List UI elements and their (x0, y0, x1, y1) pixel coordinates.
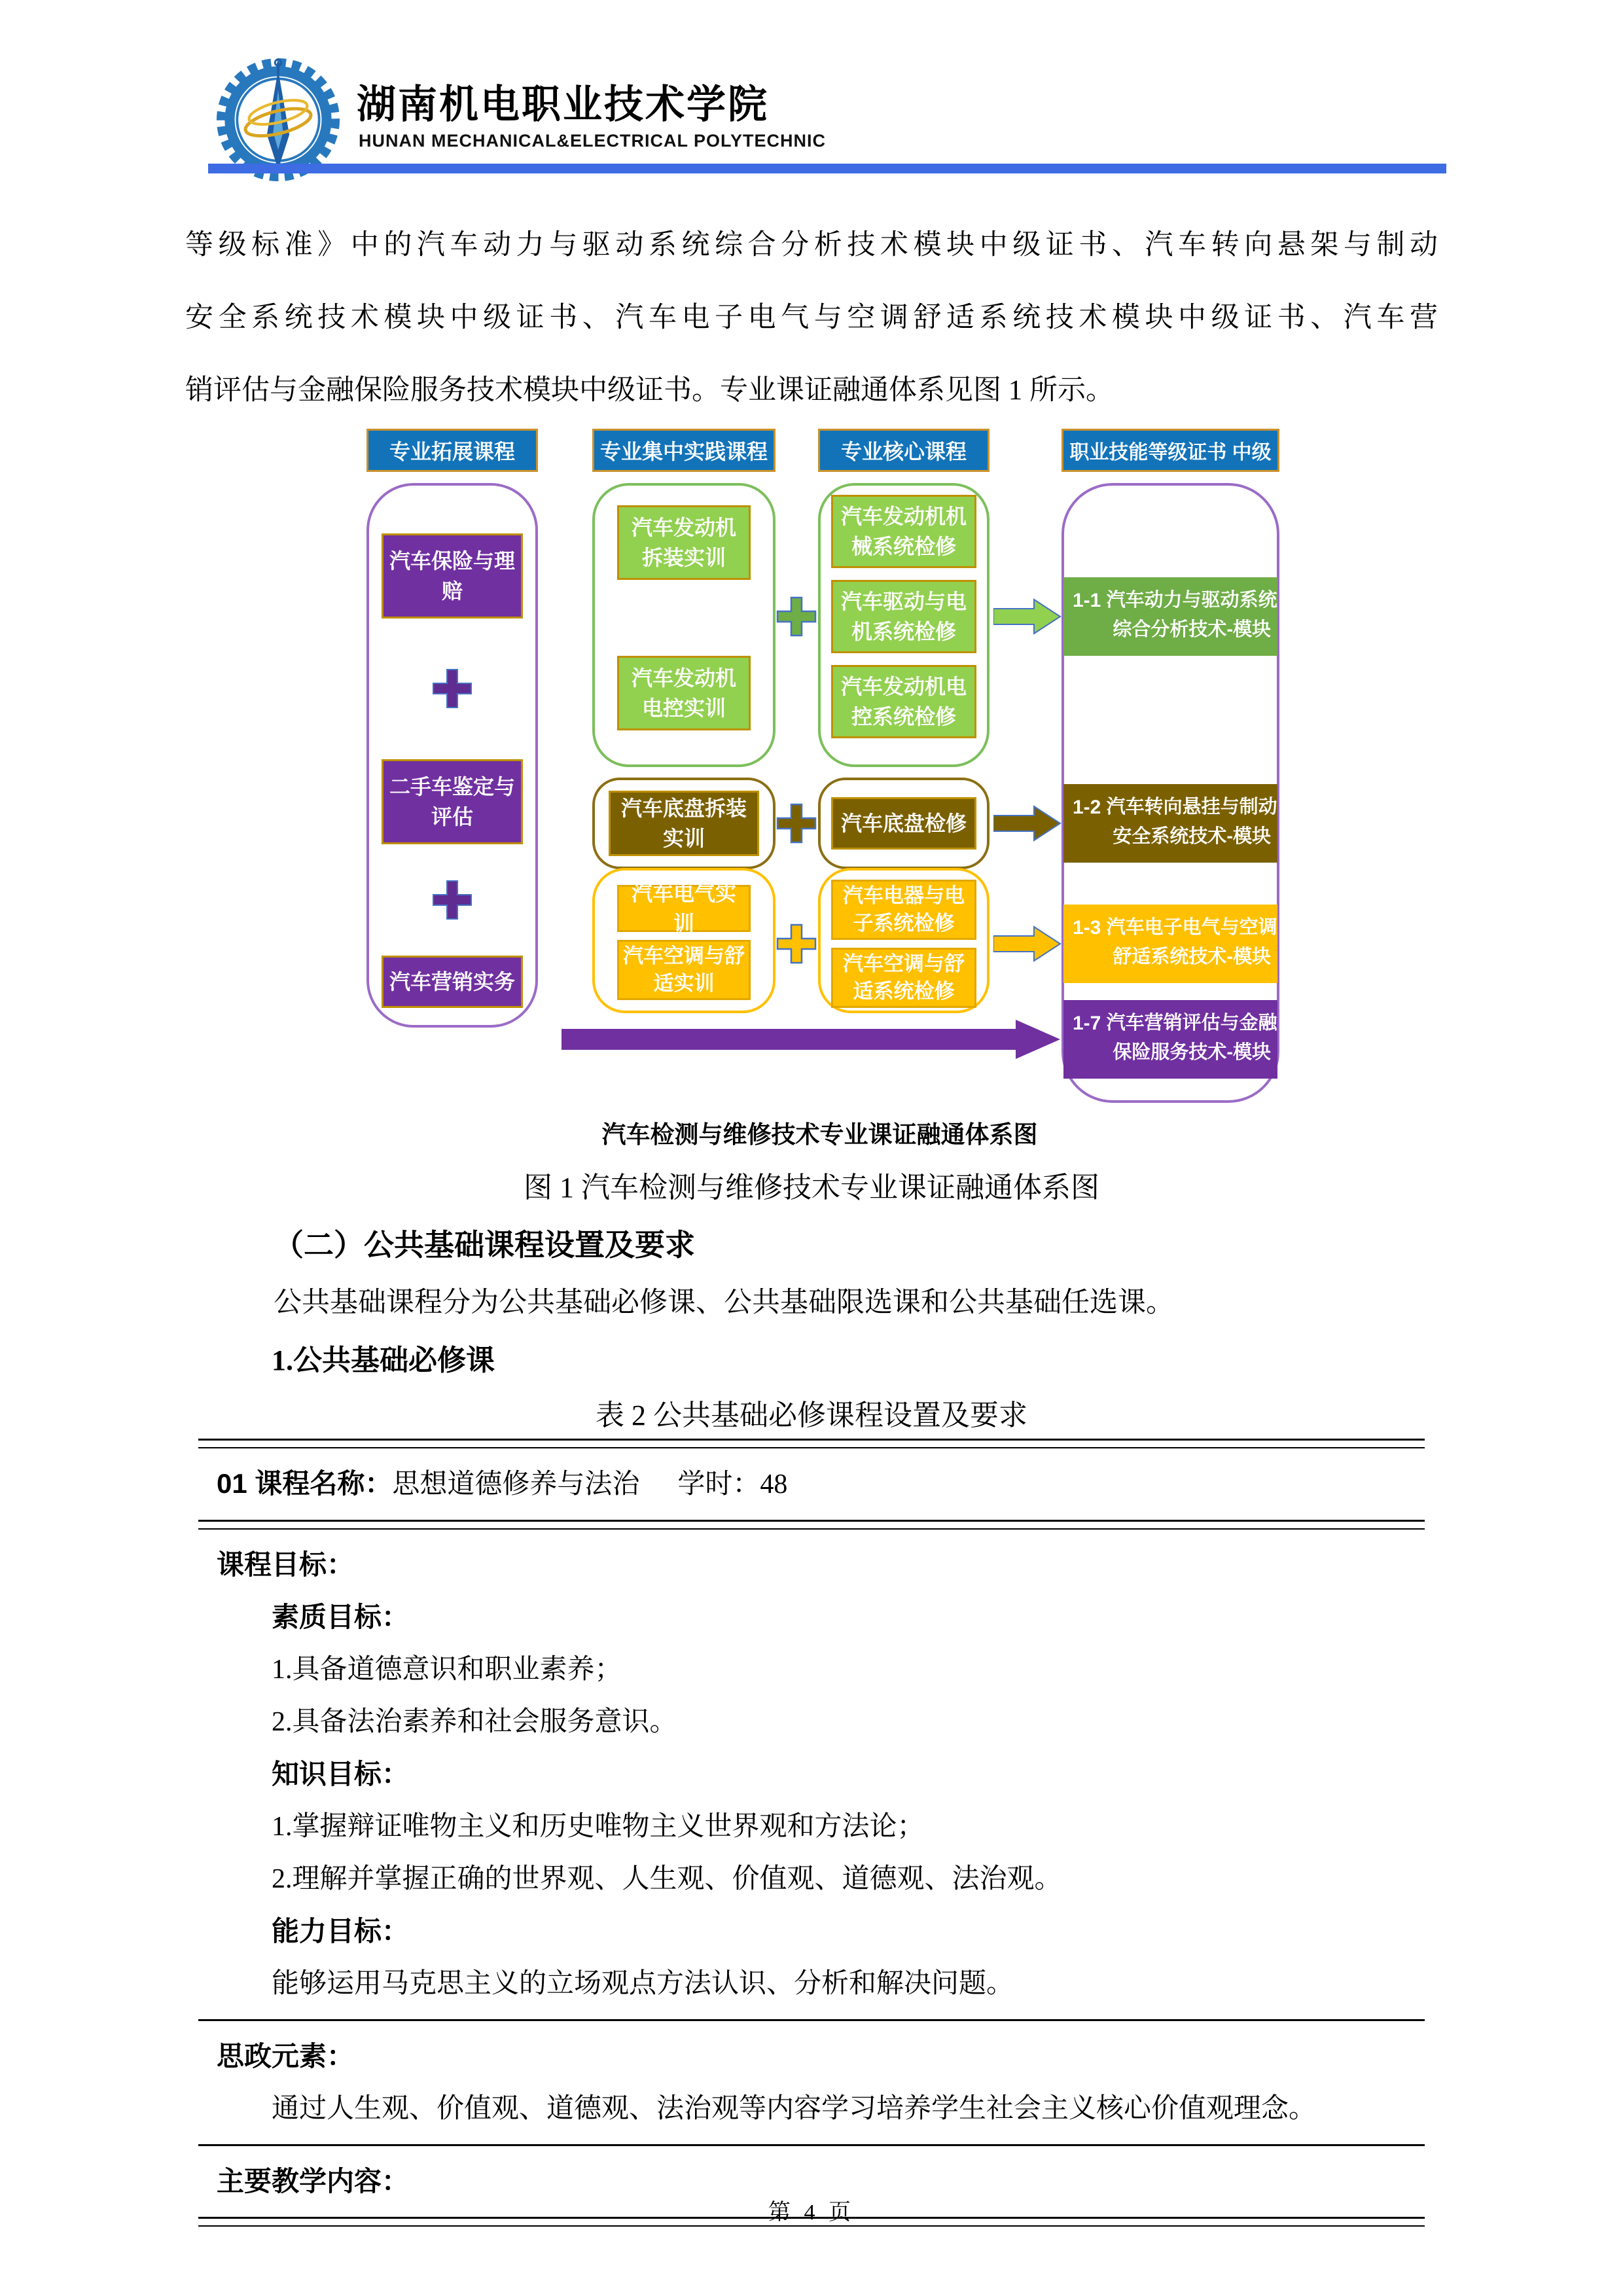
intro-line-2: 安全系统技术模块中级证书、汽车电子电气与空调舒适系统技术模块中级证书、汽车营 (185, 302, 1438, 333)
plus-icon (774, 921, 819, 967)
diagram-header-practice-courses: 专业集中实践课程 (592, 429, 776, 472)
table-top-rule (198, 1439, 1425, 1448)
course-box-electric-electronic-repair: 汽车电器与电子系统检修 (831, 880, 976, 940)
hours-value: 48 (760, 1469, 788, 1499)
arrow-right-icon (993, 923, 1061, 965)
course-box-auto-electric-training: 汽车电气实训 (617, 885, 751, 932)
quality-goal-label: 素质目标： (272, 1602, 410, 1632)
figure-1-caption: 图 1 汽车检测与维修技术专业课证融通体系图 (524, 1172, 1099, 1204)
cert-box-1-1 (1063, 577, 1277, 656)
course-box-chassis-disassembly-training: 汽车底盘拆装实训 (609, 791, 759, 856)
cert-number: 1-7 (1073, 1013, 1101, 1034)
cert-label: 汽车转向悬挂与制动安全系统技术-模块 (1106, 797, 1277, 847)
objectives-label: 课程目标： (217, 1549, 355, 1580)
section-intro-text: 公共基础课程分为公共基础必修课、公共基础限选课和公共基础任选课。 (274, 1287, 1174, 1318)
course-box-engine-disassembly-training: 汽车发动机拆装实训 (617, 505, 751, 580)
course-box-auto-marketing: 汽车营销实务 (382, 956, 523, 1008)
cert-box-1-2 (1063, 784, 1277, 863)
cert-number: 1-3 (1073, 917, 1101, 939)
course-box-ac-comfort-training: 汽车空调与舒适实训 (617, 940, 751, 1000)
table-rule (198, 2144, 1425, 2146)
course-box-drive-motor-repair: 汽车驱动与电机系统检修 (831, 580, 976, 653)
course-box-ac-comfort-repair: 汽车空调与舒适系统检修 (831, 948, 976, 1008)
knowledge-item: 1.掌握辩证唯物主义和历史唯物主义世界观和方法论； (272, 1812, 925, 1842)
school-name-chinese: 湖南机电职业技术学院 (357, 83, 769, 126)
cert-label: 汽车电子电气与空调舒适系统技术-模块 (1106, 917, 1277, 967)
page-number: 第 4 页 (768, 2200, 855, 2225)
cert-label: 汽车动力与驱动系统综合分析技术-模块 (1106, 590, 1277, 640)
cert-box-1-3 (1063, 905, 1277, 983)
plus-icon (774, 594, 819, 639)
subsection-heading: 1.公共基础必修课 (272, 1344, 495, 1376)
intro-line-1: 等级标准》中的汽车动力与驱动系统综合分析技术模块中级证书、汽车转向悬架与制动 (185, 230, 1438, 260)
course-box-engine-mechanical-repair: 汽车发动机机械系统检修 (831, 495, 976, 568)
knowledge-item: 2.理解并掌握正确的世界观、人生观、价值观、道德观、法治观。 (272, 1864, 1062, 1894)
table-rule (198, 2019, 1425, 2021)
course-certificate-diagram (357, 429, 1283, 1103)
hours-label: 学时： (677, 1469, 760, 1499)
ability-goal-label: 能力目标： (272, 1916, 410, 1946)
course-name: 思想道德修养与法治 (392, 1469, 640, 1499)
quality-item: 2.具备法治素养和社会服务意识。 (272, 1707, 677, 1737)
diagram-inner-caption: 汽车检测与维修技术专业课证融通体系图 (601, 1121, 1038, 1148)
header-divider-bar (208, 164, 1446, 173)
plus-icon (429, 666, 475, 711)
ideology-label: 思政元素： (217, 2041, 355, 2072)
knowledge-goal-label: 知识目标： (272, 1759, 410, 1789)
intro-line-3: 销评估与金融保险服务技术模块中级证书。专业课证融通体系见图 1 所示。 (185, 375, 1114, 406)
table-rule (198, 1520, 1425, 1530)
plus-icon (429, 877, 475, 923)
course-box-engine-ecu-training: 汽车发动机电控实训 (617, 656, 751, 730)
ability-item: 能够运用马克思主义的立场观点方法认识、分析和解决问题。 (272, 1969, 1014, 1999)
cert-box-1-7 (1063, 1000, 1277, 1079)
ideology-text: 通过人生观、价值观、道德观、法治观等内容学习培养学生社会主义核心价值观理念。 (272, 2094, 1317, 2124)
course-box-used-car-appraisal: 二手车鉴定与评估 (382, 759, 523, 844)
cert-number: 1-1 (1073, 590, 1101, 611)
cert-label: 汽车营销评估与金融保险服务技术-模块 (1106, 1013, 1277, 1063)
teaching-content-label: 主要教学内容： (217, 2166, 410, 2197)
course-box-auto-insurance: 汽车保险与理赔 (382, 533, 523, 619)
intro-paragraph (185, 230, 1438, 406)
plus-icon (774, 800, 819, 846)
course-number-label: 01 课程名称： (217, 1468, 393, 1499)
course-table (198, 1439, 1425, 2227)
course-box-engine-ecu-repair: 汽车发动机电控系统检修 (831, 665, 976, 738)
table-row-course-title (217, 1467, 1425, 1501)
arrow-right-icon (993, 802, 1061, 844)
quality-item: 1.具备道德意识和职业素养； (272, 1655, 622, 1685)
diagram-header-expansion-courses: 专业拓展课程 (366, 429, 538, 472)
arrow-right-icon (993, 596, 1061, 637)
table-2-caption: 表 2 公共基础必修课程设置及要求 (596, 1399, 1027, 1431)
school-name-english: HUNAN MECHANICAL&ELECTRICAL POLYTECHNIC (359, 131, 827, 151)
arrow-right-long-icon (562, 1020, 1061, 1059)
cert-number: 1-2 (1073, 797, 1101, 818)
diagram-header-core-courses: 专业核心课程 (818, 429, 990, 472)
course-box-chassis-repair: 汽车底盘检修 (831, 797, 976, 850)
diagram-header-certificates: 职业技能等级证书 中级 (1061, 429, 1279, 472)
section-heading: （二）公共基础课程设置及要求 (274, 1229, 695, 1262)
